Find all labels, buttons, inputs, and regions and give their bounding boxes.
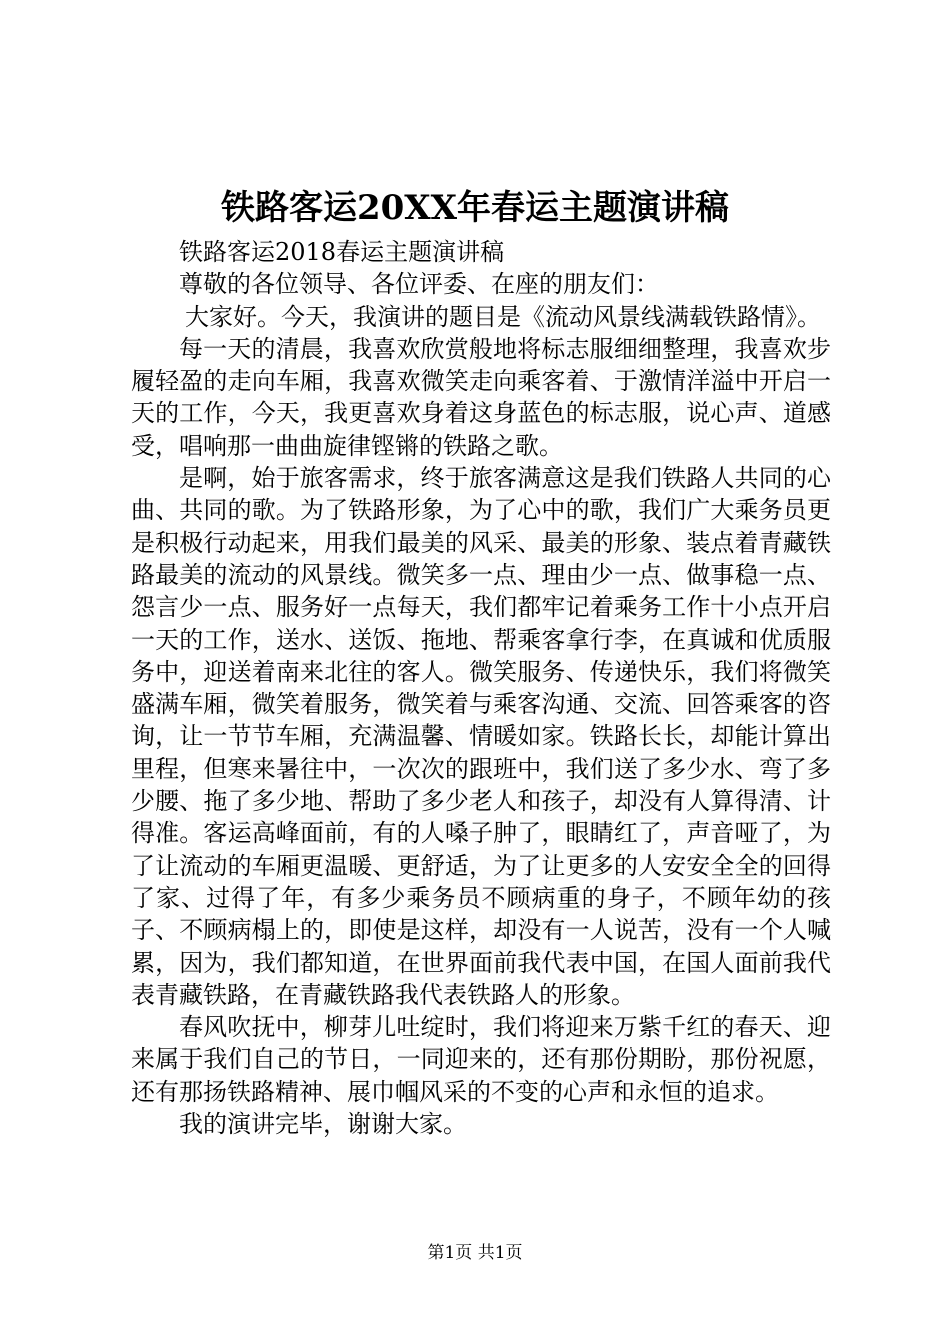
body-paragraph: 每一天的清晨，我喜欢欣赏般地将标志服细细整理，我喜欢步履轻盈的走向车厢，我喜欢微笑走向乘客着、于激情洋溢中开启一天的工作，今天，我更喜欢身着这身蓝色的标志服，说心声、道感受，唱响那一曲曲旋律铿锵的铁路之歌。 <box>131 334 831 460</box>
page-footer: 第1页 共1页 <box>427 1243 523 1263</box>
document-title: 铁路客运20XX年春运主题演讲稿 <box>220 188 730 228</box>
body-paragraph: 是啊，始于旅客需求，终于旅客满意这是我们铁路人共同的心曲、共同的歌。为了铁路形象，为了心中的歌，我们广大乘务员更是积极行动起来，用我们最美的风采、最美的形象、装点着青藏铁路最美的流动的风景线。微笑多一点、理由少一点、做事稳一点、怨言少一点、服务好一点每天，我们都牢记着乘务工作十小点开启一天的工作，送水、送饭、拖地、帮乘客拿行李，在真诚和优质服务中，迎送着南来北往的客人。微笑服务、传递快乐，我们将微笑盛满车厢，微笑着服务，微笑着与乘客沟通、交流、回答乘客的咨询，让一节节车厢，充满温馨、情暖如家。铁路长长，却能计算出里程，但寒来暑往中，一次次的跟班中，我们送了多少水、弯了多少腰、拖了多少地、帮助了多少老人和孩子，却没有人算得清、计得准。客运高峰面前，有的人嗓子肿了，眼睛红了，声音哑了，为了让流动的车厢更温暖、更舒适，为了让更多的人安安全全的回得了家、过得了年，有多少乘务员不顾病重的身子，不顾年幼的孩子、不顾病榻上的，即使是这样，却没有一人说苦，没有一个人喊累，因为，我们都知道，在世界面前我代表中国，在国人面前我代表青藏铁路，在青藏铁路我代表铁路人的形象。 <box>131 464 831 1009</box>
subtitle-paragraph: 铁路客运2018春运主题演讲稿 <box>179 238 505 266</box>
salutation-paragraph: 尊敬的各位领导、各位评委、在座的朋友们： <box>179 270 659 299</box>
greeting-paragraph: 大家好。今天，我演讲的题目是《流动风景线满载铁路情》。 <box>185 302 821 331</box>
body-paragraph: 春风吹抚中，柳芽儿吐绽时，我们将迎来万紫千红的春天、迎来属于我们自己的节日，一同迎来的，还有那份期盼，那份祝愿，还有那扬铁路精神、展巾帼风采的不变的心声和永恒的追求。 <box>131 1013 831 1106</box>
closing-paragraph: 我的演讲完毕，谢谢大家。 <box>179 1110 467 1139</box>
document-body <box>131 236 831 1140</box>
